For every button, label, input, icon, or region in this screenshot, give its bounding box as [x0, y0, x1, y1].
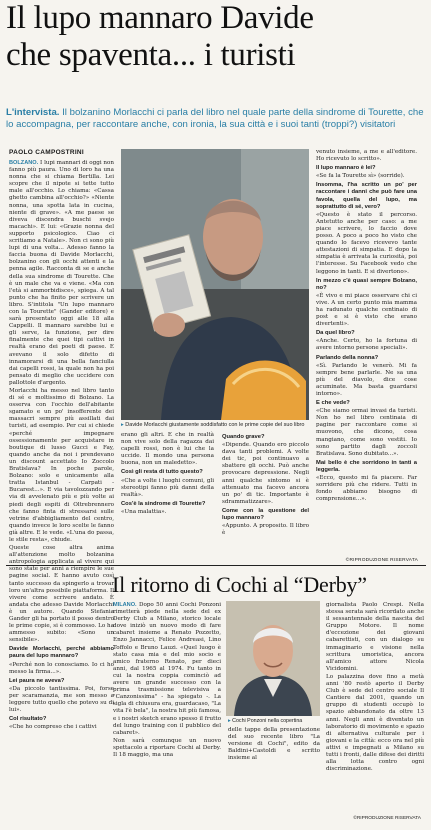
headline-line-2: che spaventa... i turisti — [6, 37, 296, 73]
interview-question — [222, 508, 309, 522]
intro-kicker: L'intervista. — [6, 107, 60, 118]
paragraph-text: Morlacchi ha messo nel libro tanto di sé e moltissimo di Bolzano. La osserva con l'occhio dell'abitante sgamato e un po' insofferente dei massacri sempre più assillati dai turisti, ad esempio. Per cui si chiede «perché impegnare ossessionamente per acquistare in boutique di lusso Gucci e Fay, quando anche da noi i prendevano un discount accettato Io Zoccolo Bratislava? In poche parole, Bolzano: solo e unicamente alla tratta Istanbul - Carpati - Bucarest...». E via tavolozzando per via di avvelenato più e più volte ai piedi degli espiti di Oltrebrennero che fanno finta di stressarsi sulle vetrine d'abbigliamento del centro, quando invece le loro scelte le fanno già altre. E le vede. «L'una do passa, le stile resta», chiude. — [9, 388, 114, 543]
interview-question — [316, 460, 417, 474]
article1-column-2 — [121, 432, 214, 560]
paragraph-text: «Da piccolo tantissima. Poi, forse per scaramanzia, me son messo a leggere tutto quello che potevo su di lui». — [9, 685, 114, 714]
paragraph-text: Queste cose altra anima all'attenzione molto bolzanina antropologia applicata al vivere qui sono state per anni a riempire le sue pagine social. E hanno avuto così tanto successo da spingerlo a trovar loro un'altra possibile piattaforma. Il vivere come scrivere andato. È andata che adesso Davide Morlacchi è un autore. Quando Stefania Gander gli ha portato il posso dentro le prime copie, si è commosso. Lo ha ammesso subito: «Sono un sensibile». — [9, 545, 114, 644]
article2-headline: Il ritorno di Cochi al “Derby” — [112, 572, 367, 597]
paragraph-text: «Una malattia». — [121, 508, 167, 515]
paragraph — [326, 674, 424, 773]
paragraph — [9, 724, 114, 731]
section-divider — [6, 565, 426, 566]
paragraph — [9, 160, 114, 387]
paragraph — [121, 432, 214, 467]
article2-credit: ©RIPRODUZIONE RISERVATA — [353, 816, 421, 821]
headline-line-1: Il lupo mannaro Davide — [6, 0, 314, 36]
paragraph — [316, 173, 417, 180]
interview-question — [316, 330, 417, 337]
paragraph-text: giornalista Paolo Crespi. Nella stessa serata sarà ricordato anche il sessantennale della nascita del Gruppo Motore. Il nome d'eccezione dei giovani cabarettisti, con un dialogo su immaginario e visione nella scrittura umoristica, ancora all'amico attore Nicola Vicidomini. — [326, 602, 424, 672]
interview-question — [316, 400, 417, 407]
paragraph-text: Cos'è la sindrome di Tourette? — [121, 500, 206, 507]
paragraph-text: venuto insieme, a me e all'editore. Ho ricevuto lo scritto». — [316, 149, 417, 163]
paragraph — [9, 545, 114, 644]
paragraph — [222, 523, 309, 537]
paragraph-text: Davide Morlacchi, perché abbiamo paura del lupo mannaro? — [9, 646, 114, 660]
paragraph-text: Lei paura ne aveva? — [9, 677, 65, 684]
man-with-book-illustration — [121, 149, 309, 420]
paragraph-text: Il lupo mannaro è lei? — [316, 165, 376, 172]
paragraph-text: Quando grave? — [222, 434, 265, 440]
paragraph — [316, 149, 417, 163]
article1-column-3 — [222, 432, 309, 560]
article-headline — [6, 0, 430, 74]
caption-text: Davide Morlacchi giustamente soddisfatto con le prime copie del suo libro — [125, 422, 305, 428]
paragraph-text: Così gli resta di tutto questo? — [121, 469, 203, 476]
dateline: BOLZANO. — [9, 160, 39, 166]
paragraph — [9, 686, 114, 714]
paragraph-text: delle tappe della presentazione del suo recente libro "La versione di Cochi", edito da Baldini+Castoldi e scritto insieme al — [228, 727, 320, 762]
paragraph — [228, 727, 320, 762]
article1-photo — [121, 149, 309, 420]
caption2-marker-icon: ▸ — [228, 718, 231, 724]
interview-question — [222, 434, 309, 441]
paragraph — [316, 363, 417, 398]
article2-column-1 — [113, 602, 221, 818]
paragraph-text: Col risultato? — [9, 716, 47, 723]
intro-text: Il bolzanino Morlacchi ci parla del libro nel quale parte della sindrome di Tourette, che lo accompagna, per raccontare anche, con ironia, la sua città e i suoi tanti (troppi?) visitatori — [6, 107, 424, 130]
paragraph-text: E che vede? — [316, 400, 350, 407]
paragraph-text: «Ecco, questo mi fa piacere. Far sorridere più che ridere. Tutti in fondo abbiamo bisogno di comprensione...». — [316, 475, 417, 503]
paragraph-text: Insomma, l'ha scritto un po' per raccontare i danni che può fare una favola, quella del lupo, ma soprattutto di sé, vero? — [316, 182, 417, 210]
interview-question — [121, 501, 214, 508]
paragraph-text: Lo palazzina dove fino a metà anni '80 restò aperto il Derby Club è sede del centro sociale Il Cantiere dal 2001, quando un gruppo di studenti occupò lo spazio abbandonato da oltre 13 anni. Negli anni è diventato un laboratorio di movimento e spazio di alternativa culturale per i giovani e la città: ecco ora nel più attivi e impegnati a Milano su tutti i fronti, dalle difese dei diritti alla lotta contro ogni discriminazione. — [326, 673, 424, 773]
paragraph-text: «Che ho compreso che i cattivi — [9, 724, 97, 731]
paragraph-text: «Appunto. A proposito. Il libro è — [222, 523, 309, 537]
paragraph — [9, 388, 114, 544]
paragraph — [316, 475, 417, 503]
paragraph — [121, 509, 214, 516]
paragraph-text: Come con la questione del lupo mannaro? — [222, 507, 309, 522]
paragraph — [121, 478, 214, 499]
paragraph-text: «È vivo e mi piace osservare chi ci vive. A un certo punto mia mamma ha radunato qualche centinaio di post e si è visto che erano divertenti». — [316, 292, 417, 328]
paragraph-text: Dopo 50 anni Cochi Ponzoni rimetterà piede nella sede del ex Derby Club a Milano, storico locale dove iniziò un nuovo modo di fare cabaret insieme a Renato Pozzetto, Enzo Jannacci, Felice Andreasi, Lino Toffolo e Bruno Lauzi. «Quel luogo è stato casa mia e del mio socio e amico fraterno Renato, per dieci anni, dal 1965 al 1974. Fu tanto in cui la nostra coppia cominciò ad avere un grande successo con la prima trasmissione televisiva a "Canzonissima" - ha spiegato -. La sigla di chiusura era, guardacaso, "La vita l'è bela", la nostra hit più famosa, e i nostri sketch erano spesso il frutto del lungo training con il pubblico del cabaret». — [113, 602, 221, 736]
article1-column-1 — [9, 160, 114, 731]
paragraph — [316, 408, 417, 458]
paragraph-text: «Perché non lo conosciamo. Io ci ho messo la firma...». — [9, 661, 114, 675]
article2-column-3 — [326, 602, 424, 815]
caption-marker-icon: ▸ — [121, 422, 124, 428]
article-intro — [6, 107, 426, 131]
paragraph-text: Da quel libro? — [316, 330, 355, 337]
article2-photo — [226, 601, 320, 716]
article1-credit: ©RIPRODUZIONE RISERVATA — [345, 558, 418, 563]
article1-column-4 — [316, 149, 417, 557]
interview-question — [316, 182, 417, 210]
interview-question — [9, 716, 114, 723]
paragraph — [222, 442, 309, 506]
paragraph-text: Mai bello è che sorridono in tanti a leggerla. — [316, 459, 417, 473]
paragraph-text: I lupi mannari di oggi non fanno più paura. Uno di loro ha una nonna che si chiama Bertilla. Lei scopre che il nipote si tette tutto male all'occhio. Lo chiama: «Cassa ghetto cambina all'occhio?» «Niente nonna, una spotta lata in cucina, niente di grave». «A me paese se diveva discendra buschi svejo macachi». E lui: «Grazie nonna del supporto psicologico. Ciao ci scritiamo a Natale». Non ci sono più lupi di una volta... Adesso fanno la faccia buona di Davide Morlacchi, bolzanino con gli occhi attenti e la penna agile. Racconta di se e anche della sua sindrome di Tourette. Che è un male che va e viene. «Ma con l'età si ammorbidisce», spiega. A tal punto che ha finito per scrivere un libro. S'intitola "Un lupo mannaro con la Tourette" (Gander editore) e sarà presentato oggi alle 18 alla Cappelli. Il mannaro sarebbe lui e gli serve, la funzione, per dire finalmente che quei tipi cattivi in realtà erano dei poeti di paese. E avevano il solo difetto di innamorarsi di una bella fanciulla dai capelli rossi, la quale non ha poi pensato di meglio che uccidere con pallottole d'argento. — [9, 160, 114, 386]
paragraph — [316, 212, 417, 276]
paragraph-text: «Sì. Parlando le venerò. Mi fa sempre bene parlarle. Ne sa una più del diavolo, dice cose acuminate. Ma basta guardarsi intorno». — [316, 362, 417, 397]
interview-question — [316, 165, 417, 172]
paragraph-text: In mezzo c'è quasi sempre Bolzano, no? — [316, 277, 417, 291]
paragraph-text: erano gli altri. E che in realtà non vive solo della ragazza dai capelli rossi, non è lui che la uccide. Il mondo una persona buona, non un maledetto». — [121, 432, 214, 467]
dateline: MILANO. — [113, 602, 137, 608]
paragraph — [113, 738, 221, 759]
paragraph — [316, 338, 417, 352]
paragraph — [9, 662, 114, 676]
interview-question — [316, 278, 417, 292]
paragraph-text: «Dipende. Quando ero piccolo dava tanti problemi. A volte dei tic, poi continuavo a sbattere gli occhi. Può anche provocare depressione. Negli anni qualche sintomo si è attenuato ma facevo ancora un po' di tic. Importante è sdrammatizzare». — [222, 442, 309, 505]
paragraph — [316, 293, 417, 328]
byline: PAOLO CAMPOSTRINI — [9, 149, 85, 156]
interview-question — [9, 646, 114, 660]
article2-column-2 — [228, 727, 320, 815]
paragraph-text: Non sarà comunque un nuovo spettacolo a riportare Cochi al Derby. Il 18 maggio, ma una — [113, 737, 221, 758]
paragraph-text: «Se fa la Tourette sì» (sorride). — [316, 173, 405, 180]
interview-question — [316, 355, 417, 362]
paragraph — [113, 602, 221, 737]
caption2-text: Cochi Ponzoni nella copertina — [232, 718, 303, 724]
paragraph-text: «Questo è stato il percorso. Antetutto anche per caso: a me piace scrivere, lo faccio dove posso. A poco a poco ho visto che quando lo facevo ricevevo tante attestazioni di simpatia. E dopo la simpatia è arrivata la curiosità, poi l'interesse. Su Facebook vedo che leggono in tanti. E si divertono». — [316, 211, 417, 275]
cochi-portrait-illustration — [226, 601, 320, 716]
paragraph-text: «Anche. Certo, ho la fortuna di avere intorno persone speciali». — [316, 338, 417, 352]
paragraph-text: «Che siamo ormai invasi da turisti. Non ho nel libro centinaia di pagine per raccontare come si muovono, che dicono, cosa mangiano, come sono vestiti. Io sono partito dagli zoccoli Bratislava. Sono dubitato...». — [316, 408, 417, 457]
paragraph-text: Parlando della nonna? — [316, 354, 379, 361]
article2-photo-caption — [228, 718, 320, 724]
paragraph-text: «Che a volte i luoghi comuni, gli stereotipi fanno più danni della realtà». — [121, 477, 214, 498]
interview-question — [9, 678, 114, 685]
interview-question — [121, 469, 214, 476]
paragraph — [326, 602, 424, 673]
